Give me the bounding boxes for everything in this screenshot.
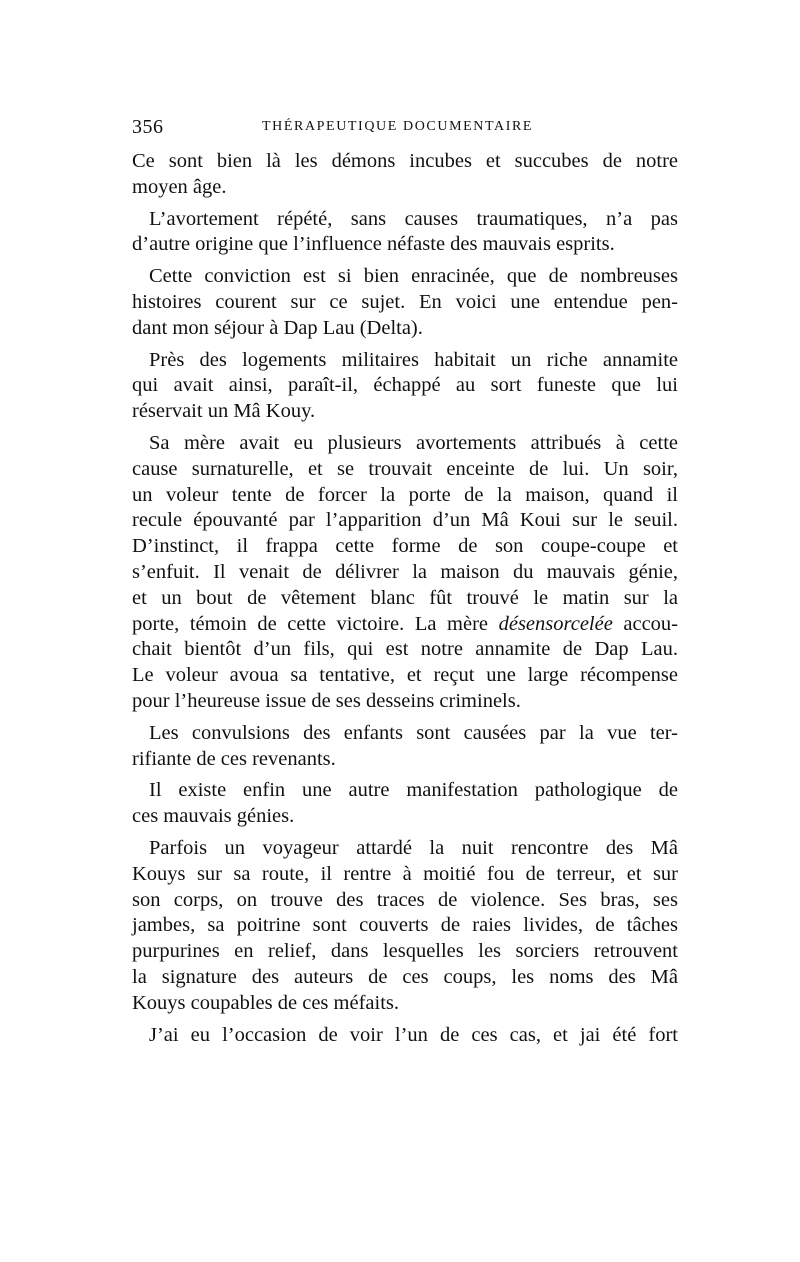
paragraph xyxy=(132,1023,678,1049)
text-line: recule épouvanté par l’apparition d’un Mâ Koui sur le seuil. xyxy=(132,509,678,532)
paragraph xyxy=(132,431,678,715)
running-head xyxy=(132,116,678,140)
page-number: 356 xyxy=(132,116,164,138)
text-fragment: porte, témoin de cette victoire. La mère xyxy=(132,612,499,635)
text-line: jambes, sa poitrine sont couverts de raies livides, de tâches xyxy=(132,914,678,937)
text-line: qui avait ainsi, paraît-il, échappé au sort funeste que lui xyxy=(132,374,678,397)
text-line-mixed xyxy=(132,612,678,638)
body-text xyxy=(132,149,678,1054)
text-line: J’ai eu l’occasion de voir l’un de ces cas, et jai été fort xyxy=(149,1023,678,1046)
text-line: histoires courent sur ce sujet. En voici une entendue pen- xyxy=(132,290,678,313)
text-line: cause surnaturelle, et se trouvait enceinte de lui. Un soir, xyxy=(132,457,678,480)
text-line: Il existe enfin une autre manifestation pathologique de xyxy=(149,779,678,802)
text-line: d’autre origine que l’influence néfaste des mauvais esprits. xyxy=(132,233,615,256)
text-line: L’avortement répété, sans causes traumatiques, n’a pas xyxy=(149,207,678,230)
text-line: Près des logements militaires habitait un riche annamite xyxy=(149,348,678,371)
text-line: dant mon séjour à Dap Lau (Delta). xyxy=(132,316,423,339)
text-line: Le voleur avoua sa tentative, et reçut une large récompense xyxy=(132,664,678,687)
paragraph xyxy=(132,149,678,201)
paragraph xyxy=(132,778,678,830)
text-line: s’enfuit. Il venait de délivrer la maison du mauvais génie, xyxy=(132,560,678,583)
text-line: Sa mère avait eu plusieurs avortements attribués à cette xyxy=(149,431,678,454)
text-line: un voleur tente de forcer la porte de la maison, quand il xyxy=(132,483,678,506)
paragraph xyxy=(132,207,678,259)
text-line: réservait un Mâ Kouy. xyxy=(132,400,316,423)
text-line: Les convulsions des enfants sont causées par la vue ter- xyxy=(149,721,678,744)
text-line: Kouys coupables de ces méfaits. xyxy=(132,991,399,1014)
paragraph xyxy=(132,721,678,773)
text-line: la signature des auteurs de ces coups, les noms des Mâ xyxy=(132,965,678,988)
text-line: rifiante de ces revenants. xyxy=(132,747,336,770)
text-line: chait bientôt d’un fils, qui est notre annamite de Dap Lau. xyxy=(132,638,678,661)
text-line: et un bout de vêtement blanc fût trouvé le matin sur la xyxy=(132,586,678,609)
text-line: pour l’heureuse issue de ses desseins criminels. xyxy=(132,689,521,712)
text-line: son corps, on trouve des traces de violence. Ses bras, ses xyxy=(132,888,678,911)
paragraph xyxy=(132,836,678,1017)
text-line: ces mauvais génies. xyxy=(132,805,295,828)
text-fragment: accou- xyxy=(612,612,679,635)
text-line: Parfois un voyageur attardé la nuit rencontre des Mâ xyxy=(149,836,678,859)
italic-word: désensorcelée xyxy=(498,612,613,635)
text-line: moyen âge. xyxy=(132,175,227,198)
text-line: Ce sont bien là les démons incubes et succubes de notre xyxy=(132,150,678,172)
running-title: THÉRAPEUTIQUE DOCUMENTAIRE xyxy=(262,119,534,134)
paragraph xyxy=(132,348,678,425)
paragraph xyxy=(132,264,678,341)
text-line: D’instinct, il frappa cette forme de son coupe-coupe et xyxy=(132,535,678,558)
text-line: Kouys sur sa route, il rentre à moitié fou de terreur, et sur xyxy=(132,862,678,885)
text-line: Cette conviction est si bien enracinée, que de nombreuses xyxy=(149,265,678,288)
text-line: purpurines en relief, dans lesquelles les sorciers retrouvent xyxy=(132,940,678,963)
